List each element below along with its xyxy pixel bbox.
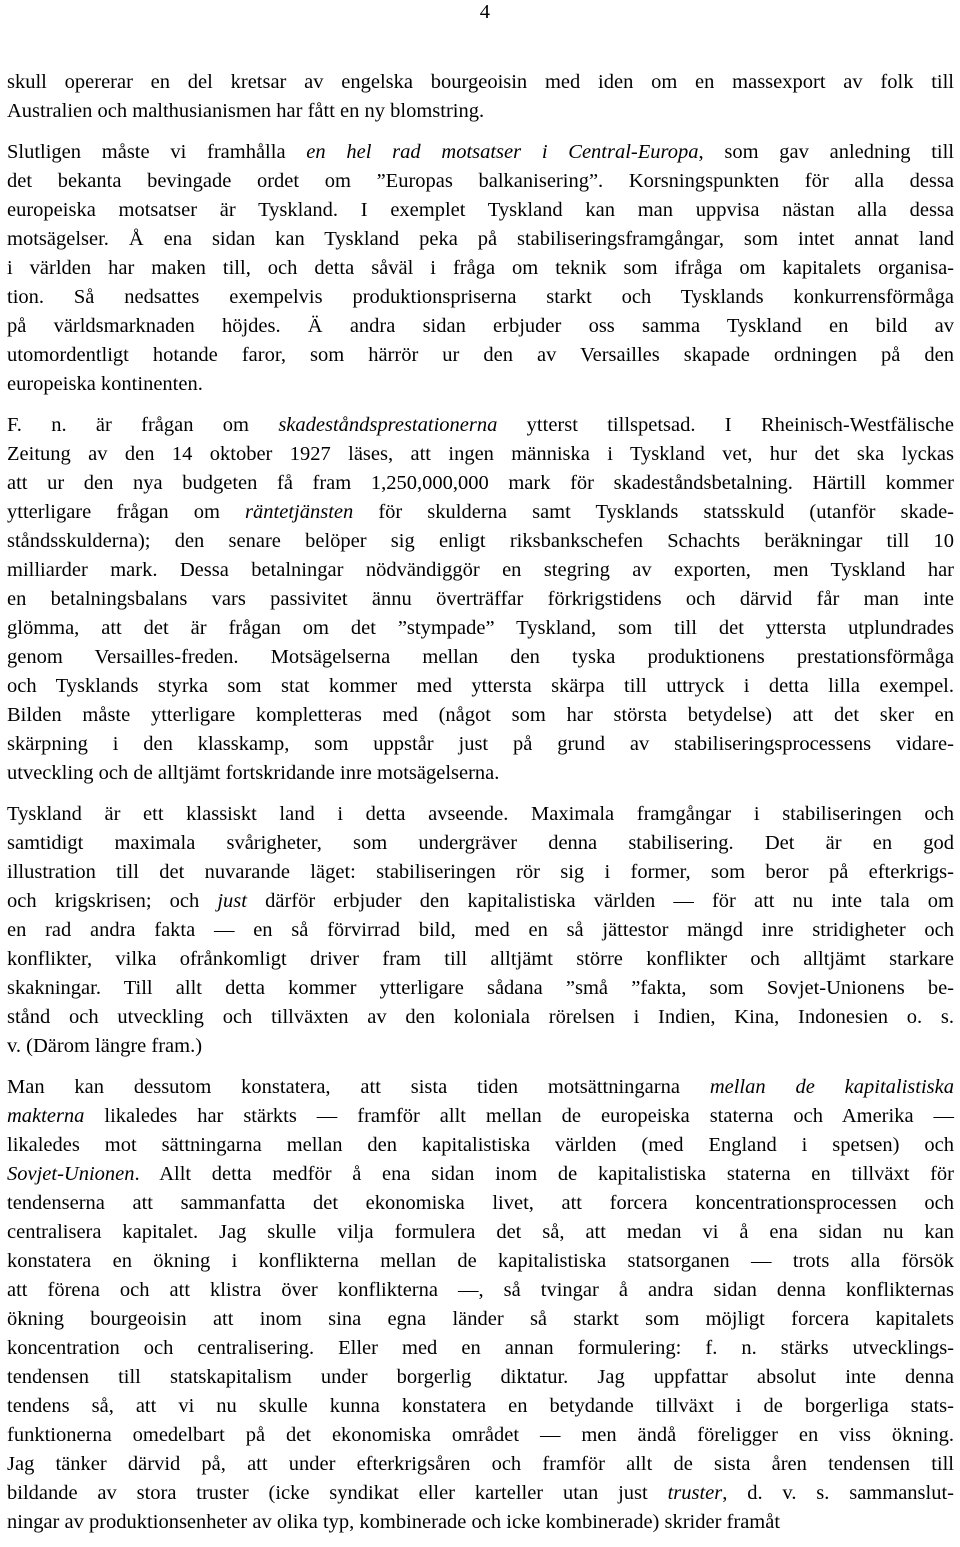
text-run: F. n. är frågan om [7, 414, 279, 436]
text-line [7, 68, 954, 97]
text-line [7, 1189, 954, 1218]
text-run: skärpning i den klasskamp, som uppstår just på grund av stabiliseringsprocessens vidare- [7, 733, 954, 755]
text-line [7, 1450, 954, 1479]
text-line [7, 1334, 954, 1363]
text-line [7, 887, 954, 916]
text-line [7, 858, 954, 887]
text-run: och Tysklands styrka som stat kommer med yttersta skärpa till uttryck i detta lilla exempel. [7, 675, 954, 697]
text-line [7, 138, 954, 167]
text-run: illustration till det nuvarande läget: stabiliseringen rör sig i former, som beror på efterkrigs- [7, 861, 954, 883]
text-line [7, 1276, 954, 1305]
text-line [7, 1247, 954, 1276]
italic-text: makterna [7, 1105, 85, 1127]
text-line [7, 225, 954, 254]
paragraph [7, 411, 954, 788]
text-run: centralisera kapitalet. Jag skulle vilja formulera det så, att medan vi å ena sidan nu kan [7, 1221, 954, 1243]
text-run: tendenserna att sammanfatta det ekonomiska livet, att forcera koncentrationsprocessen och [7, 1192, 954, 1214]
text-line [7, 1479, 954, 1508]
text-line [7, 945, 954, 974]
text-line [7, 196, 954, 225]
text-run: utomordentligt hotande faror, som härrör ur den av Versailles skapade ordningen på den [7, 344, 954, 366]
text-run: därför erbjuder den kapitalistiska världen — för att nu inte tala om [246, 890, 954, 912]
text-run: Zeitung av den 14 oktober 1927 läses, att ingen människa i Tyskland vet, hur det ska lyckas [7, 443, 954, 465]
text-run: på världsmarknaden höjdes. Ä andra sidan erbjuder oss samma Tyskland en bild av [7, 315, 954, 337]
text-run: utveckling och de alltjämt fortskridande inre motsägelserna. [7, 762, 500, 784]
text-line [7, 1508, 954, 1537]
text-line [7, 1102, 954, 1131]
text-run: en rad andra fakta — en så förvirrad bild, med en så jättestor mängd inre stridigheter och [7, 919, 954, 941]
text-run: bildande av stora truster (icke syndikat eller karteller utan just [7, 1482, 668, 1504]
italic-text: Sovjet-Unionen [7, 1163, 135, 1185]
italic-text: truster [667, 1482, 723, 1504]
text-line [7, 312, 954, 341]
text-line [7, 974, 954, 1003]
text-run: ytterst tillspetsad. I Rheinisch-Westfälische [497, 414, 954, 436]
text-line [7, 916, 954, 945]
text-run: ytterligare frågan om [7, 501, 246, 523]
text-line [7, 97, 954, 126]
italic-text: mellan de kapitalistiska [709, 1076, 954, 1098]
paragraph [7, 1073, 954, 1537]
italic-text: skadeståndsprestationerna [278, 414, 498, 436]
text-line [7, 1218, 954, 1247]
text-run: att förena och att klistra över konflikterna —, så tvingar å andra sidan denna konflikternas [7, 1279, 954, 1301]
text-run: Bilden måste ytterligare kompletteras med (något som har största betydelse) att det sker en [7, 704, 954, 726]
paragraph [7, 800, 954, 1061]
text-line [7, 1392, 954, 1421]
text-run: tion. Så nedsattes exempelvis produktionspriserna starkt och Tysklands konkurrensförmåga [7, 286, 954, 308]
text-run: skull opererar en del kretsar av engelska bourgeoisin med iden om en massexport av folk till [7, 71, 954, 93]
text-line [7, 672, 954, 701]
text-run: Man kan dessutom konstatera, att sista tiden motsättningarna [7, 1076, 710, 1098]
document-body [7, 68, 954, 1537]
text-run: likaledes har stärkts — framför allt mellan de europeiska staterna och Amerika — [84, 1105, 954, 1127]
text-line [7, 800, 954, 829]
text-run: likaledes mot sättningarna mellan den kapitalistiska världen (med England i spetsen) och [7, 1134, 954, 1156]
text-run: milliarder mark. Dessa betalningar nödvändiggör en stegring av exporten, men Tyskland har [7, 559, 954, 581]
text-line [7, 411, 954, 440]
text-line [7, 1160, 954, 1189]
italic-text: räntetjänsten [245, 501, 354, 523]
text-line [7, 585, 954, 614]
text-run: och krigskrisen; och [7, 890, 218, 912]
text-run: glömma, att det är frågan om det ”stympade” Tyskland, som till det yttersta utplundrades [7, 617, 954, 639]
text-run: ökning bourgeoisin att inom sina egna länder så starkt som möjligt forcera kapitalets [7, 1308, 954, 1330]
text-line [7, 440, 954, 469]
text-run: europeiska kontinenten. [7, 373, 203, 395]
text-run: konstatera en ökning i konflikterna mellan de kapitalistiska statsorganen — trots alla försök [7, 1250, 954, 1272]
text-run: konflikter, vilka ofrånkomligt driver fram till alltjämt större konflikter och alltjämt starkare [7, 948, 954, 970]
text-line [7, 643, 954, 672]
text-run: Jag tänker därvid på, att under efterkrigsåren och framför allt de sista åren tendensen till [7, 1453, 954, 1475]
text-line [7, 1032, 954, 1061]
text-run: att ur den nya budgeten få fram 1,250,000,000 mark för skadeståndsbetalning. Härtill kommer [7, 472, 954, 494]
text-line [7, 370, 954, 399]
text-run: v. (Därom längre fram.) [7, 1035, 203, 1057]
text-run: , d. v. s. sammanslut- [722, 1482, 954, 1504]
text-run: Australien och malthusianismen har fått en ny blomstring. [7, 100, 485, 122]
text-line [7, 1363, 954, 1392]
text-run: Slutligen måste vi framhålla [7, 141, 307, 163]
paragraph [7, 68, 954, 126]
text-line [7, 469, 954, 498]
text-run: tendens så, att vi nu skulle kunna konstatera en betydande tillväxt i de borgerliga stats- [7, 1395, 954, 1417]
text-run: samtidigt maximala svårigheter, som undergräver denna stabilisering. Det är en god [7, 832, 954, 854]
text-line [7, 759, 954, 788]
text-line [7, 167, 954, 196]
text-run: stånd och utveckling och tillväxten av den koloniala rörelsen i Indien, Kina, Indonesien o. s. [7, 1006, 954, 1028]
text-line [7, 1003, 954, 1032]
page-number: 4 [479, 1, 490, 23]
text-run: , som gav anledning till [698, 141, 954, 163]
text-line [7, 341, 954, 370]
text-run: ståndsskulderna); den senare belöper sig enligt riksbankschefen Schachts beräkningar till 10 [7, 530, 954, 552]
text-line [7, 1421, 954, 1450]
text-run: det bekanta bevingade ordet om ”Europas balkanisering”. Korsningspunkten för alla dessa [7, 170, 954, 192]
text-run: tendensen till statskapitalism under borgerlig diktatur. Jag uppfattar absolut inte denna [7, 1366, 954, 1388]
text-line [7, 527, 954, 556]
text-line [7, 254, 954, 283]
text-line [7, 701, 954, 730]
text-run: en betalningsbalans vars passivitet ännu överträffar förkrigstidens och därvid får man inte [7, 588, 954, 610]
text-line [7, 498, 954, 527]
italic-text: just [217, 890, 247, 912]
italic-text: en hel rad motsatser i Central-Europa [306, 141, 699, 163]
text-line [7, 1305, 954, 1334]
text-line [7, 829, 954, 858]
text-run: skakningar. Till allt detta kommer ytterligare sådana ”små ”fakta, som Sovjet-Unionens be- [7, 977, 954, 999]
text-run: motsägelser. Å ena sidan kan Tyskland peka på stabiliseringsframgångar, som intet annat land [7, 228, 954, 250]
text-line [7, 556, 954, 585]
text-run: för skulderna samt Tysklands statsskuld (utanför skade- [353, 501, 955, 523]
text-run: koncentration och centralisering. Eller med en annan formulering: f. n. stärks utvecklings- [7, 1337, 954, 1359]
text-line [7, 283, 954, 312]
text-run: genom Versailles-freden. Motsägelserna mellan den tyska produktionens prestationsförmåga [7, 646, 954, 668]
text-line [7, 614, 954, 643]
text-line [7, 1131, 954, 1160]
text-run: Tyskland är ett klassiskt land i detta avseende. Maximala framgångar i stabiliseringen och [7, 803, 954, 825]
text-line [7, 730, 954, 759]
paragraph [7, 138, 954, 399]
text-line [7, 1073, 954, 1102]
text-run: funktionerna omedelbart på det ekonomiska området — men ändå föreligger en viss ökning. [7, 1424, 954, 1446]
text-run: ningar av produktionsenheter av olika typ, kombinerade och icke kombinerade) skrider framåt [7, 1511, 781, 1533]
text-run: europeiska motsatser är Tyskland. I exemplet Tyskland kan man uppvisa nästan alla dessa [7, 199, 954, 221]
text-run: . Allt detta medför å ena sidan inom de kapitalistiska staterna en tillväxt för [134, 1163, 954, 1185]
text-run: i världen har maken till, och detta såväl i fråga om teknik som ifråga om kapitalets organisa- [7, 257, 954, 279]
